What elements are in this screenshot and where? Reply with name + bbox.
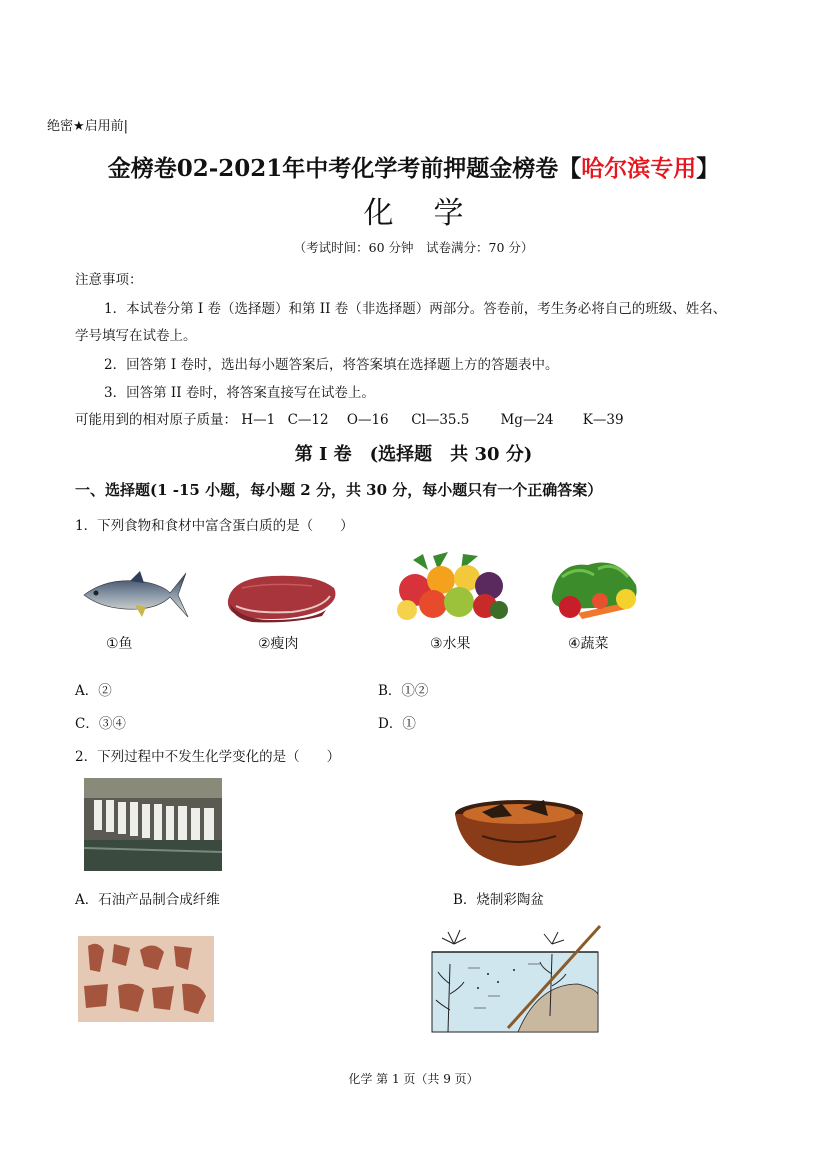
vegetable-icon <box>548 555 640 623</box>
atomic-h: H—1 <box>241 412 276 428</box>
pond-experiment-icon <box>428 924 602 1036</box>
atomic-label: 可能用到的相对原子质量： <box>75 412 237 428</box>
q1-caption-meat: ②瘦肉 <box>258 636 299 652</box>
exam-title <box>0 150 827 183</box>
q1-option-c: C．③④ <box>75 716 126 732</box>
atomic-mg: Mg—24 <box>500 412 554 428</box>
atomic-cl: Cl—35.5 <box>411 412 470 428</box>
atomic-mass-line <box>75 408 624 428</box>
note-item: 1．本试卷分第 I 卷（选择题）和第 II 卷（非选择题）两部分。答卷前，考生务必将自己的班级、姓名、 <box>104 301 727 317</box>
notes-heading: 注意事项： <box>75 272 143 288</box>
q2-option-b: B．烧制彩陶盆 <box>453 892 544 908</box>
part-heading: 一、选择题(1 -15 小题，每小题 2 分，共 30 分，每小题只有一个正确答案） <box>75 481 603 499</box>
q1-caption-fruit: ③水果 <box>430 636 471 652</box>
secret-label: 绝密★启用前| <box>47 119 129 134</box>
fruit-icon <box>393 550 511 622</box>
title-main: 金榜卷02-2021年中考化学考前押题金榜卷【 <box>107 155 582 182</box>
atomic-c: C—12 <box>287 412 329 428</box>
fish-icon <box>80 565 190 625</box>
pottery-bowl-icon <box>452 796 586 868</box>
carved-relief-icon <box>78 936 214 1022</box>
q2-option-a: A．石油产品制合成纤维 <box>75 892 220 908</box>
section-title: 第 I 卷 (选择题 共 30 分) <box>294 444 533 465</box>
title-region: 哈尔滨专用 <box>581 156 697 182</box>
meat-icon <box>222 570 342 625</box>
atomic-o: O—16 <box>346 412 389 428</box>
q1-option-b: B．①② <box>378 683 429 699</box>
note-item: 3．回答第 II 卷时，将答案直接写在试卷上。 <box>104 385 375 401</box>
q1-caption-vegetable: ④蔬菜 <box>568 636 609 652</box>
exam-time: （考试时间：60 分钟 试卷满分：70 分） <box>293 240 534 255</box>
q1-option-d: D．① <box>378 716 416 732</box>
note-item: 2．回答第 I 卷时，选出每小题答案后，将答案填在选择题上方的答题表中。 <box>104 357 559 373</box>
question-1-stem: 1．下列食物和食材中富含蛋白质的是（ ） <box>75 518 354 534</box>
q1-option-a: A．② <box>75 683 112 699</box>
q1-caption-fish: ①鱼 <box>106 636 133 652</box>
note-item: 学号填写在试卷上。 <box>75 328 197 344</box>
atomic-k: K—39 <box>582 412 624 428</box>
question-2-stem: 2．下列过程中不发生化学变化的是（ ） <box>75 749 341 765</box>
page-footer: 化学 第 1 页（共 9 页） <box>348 1072 479 1086</box>
textile-factory-icon <box>84 778 222 871</box>
subject-title: 化学 <box>363 196 504 231</box>
title-end: 】 <box>696 155 720 182</box>
